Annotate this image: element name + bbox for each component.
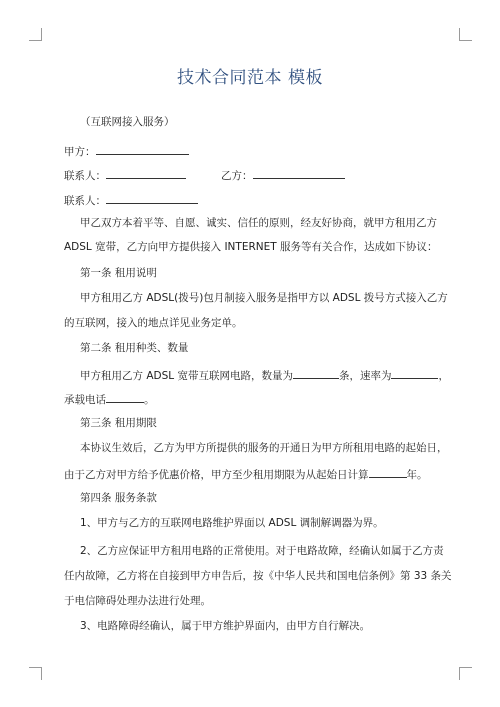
- document-title: 技术合同范本 模板: [177, 68, 323, 88]
- party-a-blank: [96, 143, 189, 155]
- article-1-line-2: 的互联网，接入的地点详见业务定单。: [64, 317, 243, 329]
- article-3-text-b: 年。: [406, 469, 428, 481]
- article-4-item-2-line-1: 2、乙方应保证甲方租用电路的正常使用。对于电路故障，经确认如属于乙方责: [80, 545, 444, 557]
- service-type: （互联网接入服务）: [80, 116, 175, 128]
- contact-label-1: 联系人：: [64, 170, 106, 182]
- contact-line-1: [64, 167, 186, 183]
- article-4-item-2-line-2: 任内故障，乙方将在自接到甲方申告后，按《中华人民共和国电信条例》第 33 条关: [64, 570, 452, 582]
- party-a-line: [64, 143, 189, 159]
- contact-blank-1: [106, 167, 186, 179]
- party-b-line: [221, 167, 345, 183]
- party-a-label: 甲方：: [64, 146, 96, 158]
- article-2-text-c: ，: [438, 370, 449, 382]
- article-3-line-2: [64, 466, 428, 482]
- article-2-title: 第二条 租用种类、数量: [80, 342, 189, 354]
- article-4-item-1: 1、甲方与乙方的互联网电路维护界面以 ADSL 调制解调器为界。: [80, 517, 384, 529]
- quantity-blank: [293, 367, 339, 379]
- party-b-label: 乙方：: [221, 170, 253, 182]
- crop-mark-bottom-left: [29, 667, 42, 680]
- contact-blank-2: [106, 192, 198, 204]
- years-blank: [369, 466, 407, 478]
- article-2-text-b: 条，速率为: [338, 370, 392, 382]
- article-2-text-e: 。: [144, 394, 155, 406]
- article-3-title: 第三条 租用期限: [80, 417, 157, 429]
- party-b-blank: [253, 167, 345, 179]
- phone-blank: [106, 391, 144, 403]
- article-2-line-2: [64, 391, 155, 407]
- contact-line-2: [64, 192, 198, 208]
- intro-line-1: 甲乙双方本着平等、自愿、诚实、信任的原则，经友好协商，就甲方租用乙方: [80, 217, 437, 229]
- article-1-title: 第一条 租用说明: [80, 267, 157, 279]
- article-3-line-1: 本协议生效后，乙方为甲方所提供的服务的开通日为甲方所租用电路的起始日，: [80, 442, 448, 454]
- article-2-line-1: [80, 367, 449, 383]
- article-4-item-3: 3、电路障碍经确认，属于甲方维护界面内，由甲方自行解决。: [80, 620, 371, 632]
- article-2-text-a: 甲方租用乙方 ADSL 宽带互联网电路，数量为: [80, 370, 293, 382]
- article-4-title: 第四条 服务条款: [80, 492, 157, 504]
- crop-mark-bottom-right: [459, 667, 472, 680]
- rate-blank: [391, 367, 438, 379]
- crop-mark-top-right: [459, 28, 472, 41]
- article-1-line-1: 甲方租用乙方 ADSL(拨号)包月制接入服务是指甲方以 ADSL 拨号方式接入乙方: [80, 292, 448, 304]
- crop-mark-top-left: [29, 28, 42, 41]
- article-4-item-2-line-3: 于电信障碍处理办法进行处理。: [64, 595, 211, 607]
- intro-line-2: ADSL 宽带，乙方向甲方提供接入 INTERNET 服务等有关合作，达成如下协议：: [64, 241, 438, 253]
- article-3-text-a: 由于乙方对甲方给予优惠价格，甲方至少租用期限为从起始日计算: [64, 469, 369, 481]
- article-2-text-d: 承载电话: [64, 394, 106, 406]
- contact-label-2: 联系人：: [64, 195, 106, 207]
